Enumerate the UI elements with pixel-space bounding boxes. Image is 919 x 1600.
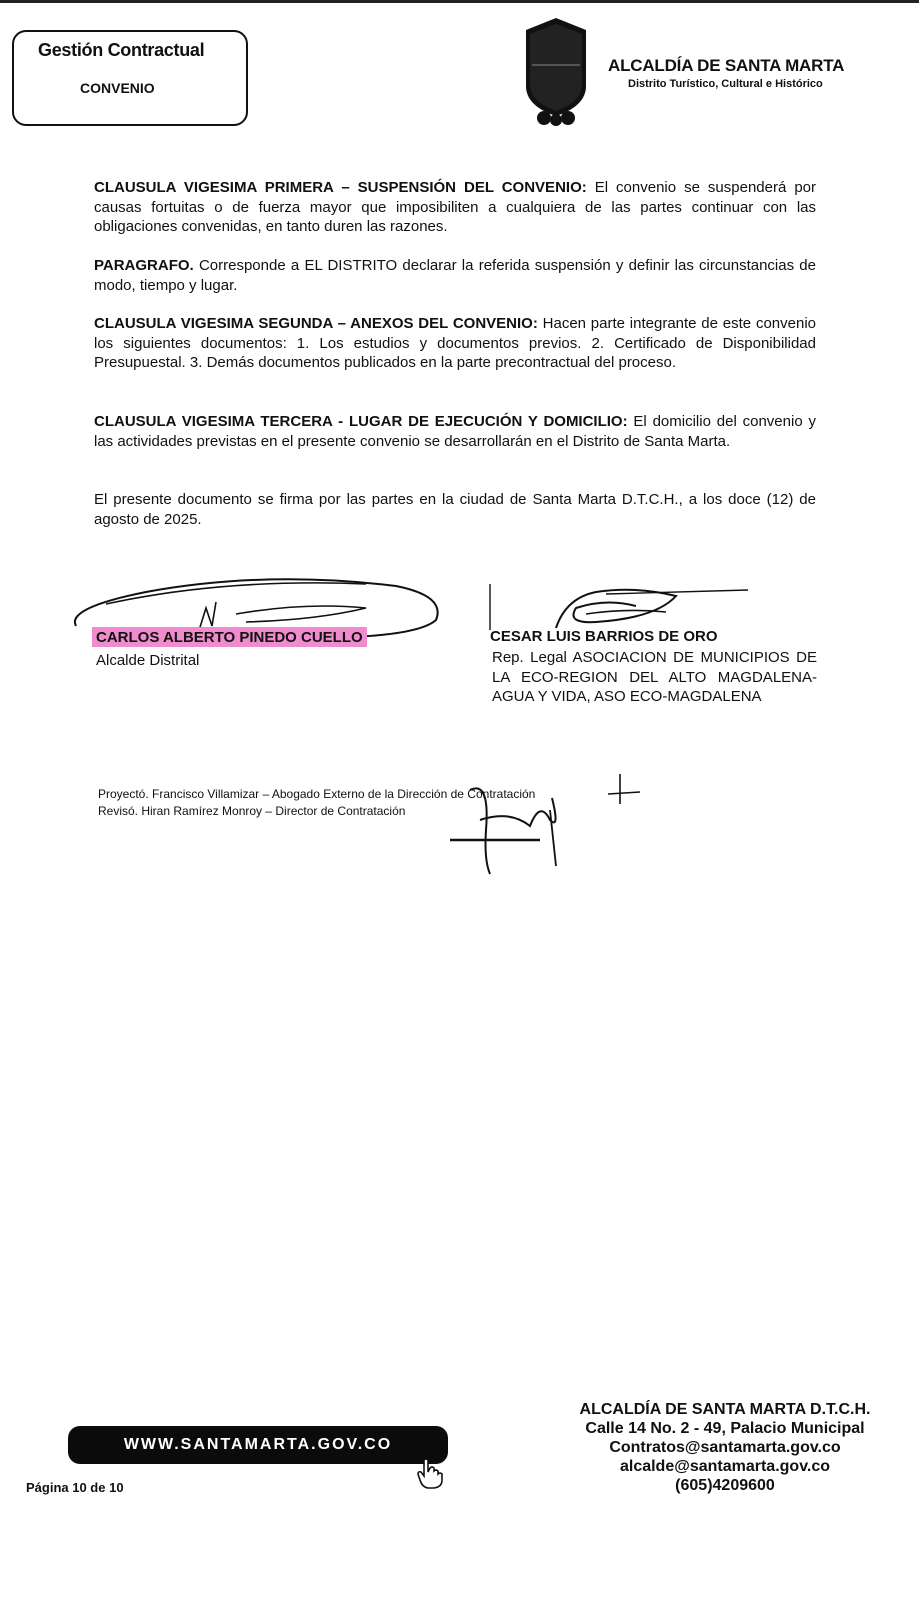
footer-email-alcalde[interactable]: alcalde@santamarta.gov.co (619, 1458, 831, 1475)
header-title: Gestión Contractual (38, 40, 205, 60)
footer-phone: (605)4209600 (675, 1477, 775, 1494)
closing-statement: El presente documento se firma por las partes en la ciudad de Santa Marta D.T.C.H., a los doce (12) de agosto de 2025. (94, 491, 816, 528)
coat-of-arms-icon (520, 16, 592, 128)
footer-address: Calle 14 No. 2 - 49, Palacio Municipal (585, 1420, 865, 1437)
page-number: Página 10 de 10 (26, 1480, 124, 1495)
footer-org-name: ALCALDÍA DE SANTA MARTA D.T.C.H. (579, 1401, 871, 1418)
right-signatory-name: CESAR LUIS BARRIOS DE ORO (490, 628, 718, 645)
left-signatory-role: Alcalde Distrital (96, 652, 200, 669)
paragrafo-heading: PARAGRAFO. (94, 257, 194, 274)
clause-22 (94, 314, 816, 373)
reviso-line: Revisó. Hiran Ramírez Monroy – Director de Contratación (98, 804, 406, 818)
clause-21-text: El convenio se suspenderá por causas fortuitas o de fuerza mayor que imposibiliten a cualquiera de las partes continuar con las obligaciones convenidas, en tanto duren las razones. (94, 179, 816, 235)
clause-23 (94, 412, 816, 451)
footer-contact (540, 1400, 910, 1495)
header-subtitle: CONVENIO (80, 80, 155, 96)
footer-email-contratos[interactable]: Contratos@santamarta.gov.co (609, 1439, 841, 1456)
left-signatory-name: CARLOS ALBERTO PINEDO CUELLO (92, 627, 367, 647)
clause-21-heading: CLAUSULA VIGESIMA PRIMERA – SUSPENSIÓN DEL CONVENIO: (94, 179, 587, 196)
reviewer-initials-scribble (440, 770, 660, 880)
top-rule (0, 0, 919, 3)
right-signatory-role: Rep. Legal ASOCIACION DE MUNICIPIOS DE LA ECO-REGION DEL ALTO MAGDALENA-AGUA Y VIDA, ASO ECO-MAGDALENA (492, 649, 817, 705)
paragrafo-text: Corresponde a EL DISTRITO declarar la referida suspensión y definir las circunstancias de modo, tiempo y lugar. (94, 257, 816, 294)
pointing-hand-icon (412, 1456, 446, 1490)
clause-23-heading: CLAUSULA VIGESIMA TERCERA - LUGAR DE EJECUCIÓN Y DOMICILIO: (94, 413, 628, 430)
clause-23-text: El domicilio del convenio y las actividades previstas en el presente convenio se desarrollarán en el Distrito de Santa Marta. (94, 413, 816, 450)
clause-21 (94, 178, 816, 237)
clause-22-text: Hacen parte integrante de este convenio los siguientes documentos: 1. Los estudios y documentos previos. 2. Certificado de Disponibilidad Presupuestal. 3. Demás documentos publicados en la parte precontractual del proceso. (94, 315, 816, 371)
website-banner[interactable]: WWW.SANTAMARTA.GOV.CO (68, 1426, 448, 1464)
org-name: ALCALDÍA DE SANTA MARTA (608, 56, 845, 75)
proyecto-line: Proyectó. Francisco Villamizar – Abogado Externo de la Dirección de Contratación (98, 787, 536, 801)
clause-22-heading: CLAUSULA VIGESIMA SEGUNDA – ANEXOS DEL CONVENIO: (94, 315, 538, 332)
document-header-box (12, 30, 248, 126)
paragrafo (94, 256, 816, 295)
org-subtitle: Distrito Turístico, Cultural e Histórico (628, 78, 823, 90)
